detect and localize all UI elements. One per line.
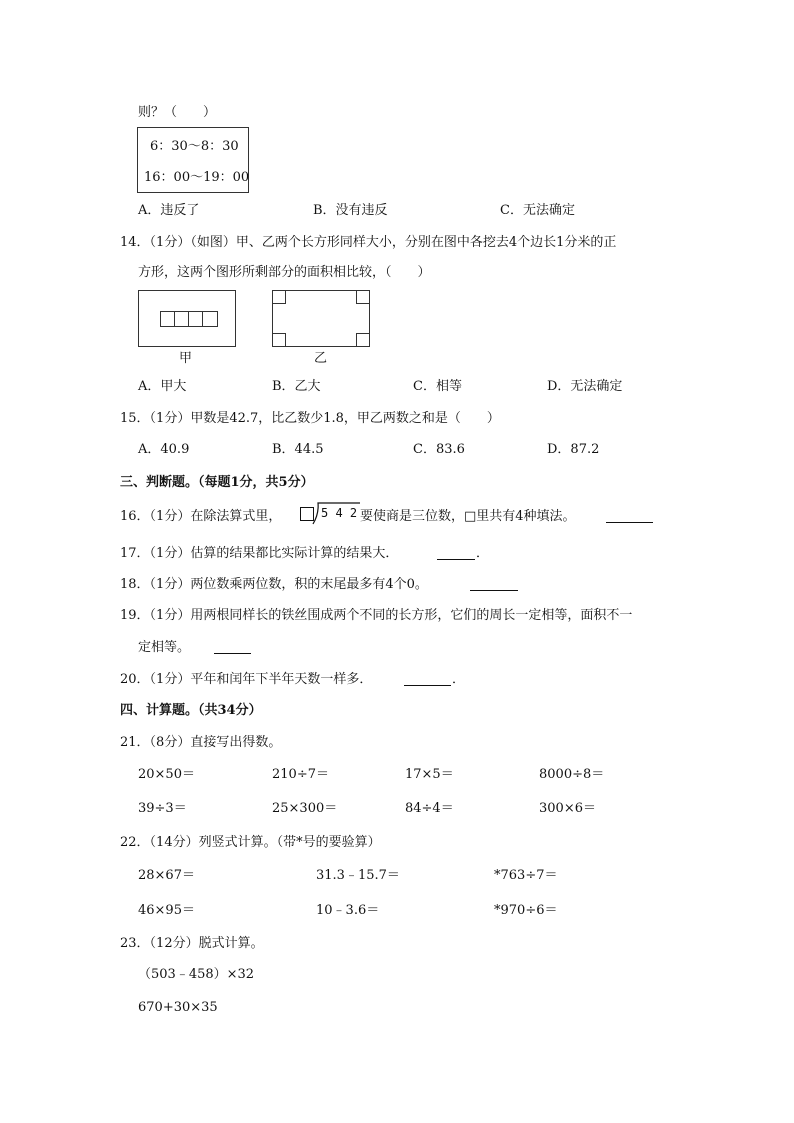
q20-end-mark: ． <box>452 672 466 687</box>
q15-option-a: A．40.9 <box>138 442 190 457</box>
q16-prefix: 16．（1分）在除法算式里， <box>120 509 282 524</box>
q13-option-c: C．无法确定 <box>500 203 575 218</box>
q14-label-yi: 乙 <box>314 351 328 366</box>
jia-cutout-square <box>202 311 218 327</box>
q21-item: 17×5＝ <box>405 767 454 782</box>
q17-end-mark: ． <box>476 546 490 561</box>
q14-figure-yi <box>272 290 370 347</box>
q22-item: 31.3﹣15.7＝ <box>316 868 400 883</box>
q14-line-1: 14．（1分）（如图）甲、乙两个长方形同样大小，分别在图中各挖去4个边长1分米的正 <box>120 235 617 250</box>
q15-option-d: D．87.2 <box>547 442 600 457</box>
q16-suffix: 要使商是三位数，□里共有4种填法。 <box>360 509 576 524</box>
q13-tail-text: 则？（ ） <box>138 105 217 120</box>
q14-figure-jia <box>138 290 236 347</box>
q13-time-box <box>137 127 249 193</box>
q16-dividend: 5 4 2 <box>321 506 358 520</box>
q21-item: 84÷4＝ <box>405 801 454 816</box>
yi-corner-square <box>272 333 286 347</box>
q19-line-2: 定相等。 <box>138 640 191 655</box>
q20-answer-blank[interactable] <box>404 675 451 686</box>
section-3-title: 三、判断题。（每题1分，共5分） <box>120 475 314 490</box>
q22-title: 22．（14分）列竖式计算。（带*号的要验算） <box>120 835 381 850</box>
q13-option-a: A．违反了 <box>138 203 200 218</box>
q22-item: 10﹣3.6＝ <box>316 903 380 918</box>
q21-item: 25×300＝ <box>272 801 338 816</box>
q14-line-2: 方形，这两个图形所剩部分的面积相比较，（ ） <box>138 265 431 280</box>
q21-item: 20×50＝ <box>138 767 195 782</box>
q19-line-1: 19．（1分）用两根同样长的铁丝围成两个不同的长方形，它们的周长一定相等，面积不一 <box>120 608 633 623</box>
q13-time-line-1: 6：30～8：30 <box>150 139 239 154</box>
q21-item: 39÷3＝ <box>138 801 187 816</box>
q18-answer-blank[interactable] <box>470 580 518 591</box>
q13-time-line-2: 16：00～19：00 <box>144 170 250 185</box>
q21-item: 300×6＝ <box>539 801 596 816</box>
q14-option-c: C．相等 <box>413 379 462 394</box>
q19-answer-blank[interactable] <box>214 643 251 654</box>
yi-corner-square <box>272 290 286 304</box>
q21-item: 8000÷8＝ <box>539 767 605 782</box>
q23-item: （503﹣458）×32 <box>138 967 255 982</box>
q23-title: 23．（12分）脱式计算。 <box>120 936 264 951</box>
q22-item: 28×67＝ <box>138 868 195 883</box>
q22-item: 46×95＝ <box>138 903 195 918</box>
q15-option-c: C．83.6 <box>413 442 465 457</box>
section-4-title: 四、计算题。（共34分） <box>120 703 262 718</box>
q14-option-b: B．乙大 <box>272 379 321 394</box>
q23-item: 670+30×35 <box>138 1000 218 1015</box>
q15-option-b: B．44.5 <box>272 442 324 457</box>
q17-answer-blank[interactable] <box>437 549 475 560</box>
yi-corner-square <box>356 290 370 304</box>
q22-item: *763÷7＝ <box>494 868 558 883</box>
q17-text: 17．（1分）估算的结果都比实际计算的结果大． <box>120 546 399 561</box>
q15-text: 15．（1分）甲数是42.7，比乙数少1.8，甲乙两数之和是（ ） <box>120 411 500 426</box>
q14-option-a: A．甲大 <box>138 379 187 394</box>
q21-title: 21．（8分）直接写出得数。 <box>120 735 282 750</box>
q13-option-b: B．没有违反 <box>313 203 388 218</box>
q16-answer-blank[interactable] <box>606 512 653 523</box>
q22-item: *970÷6＝ <box>494 903 558 918</box>
q21-item: 210÷7＝ <box>272 767 329 782</box>
q14-label-jia: 甲 <box>179 351 193 366</box>
q18-text: 18．（1分）两位数乘两位数，积的末尾最多有4个0。 <box>120 577 428 592</box>
q20-text: 20．（1分）平年和闰年下半年天数一样多． <box>120 672 373 687</box>
yi-corner-square <box>356 333 370 347</box>
q14-option-d: D．无法确定 <box>547 379 623 394</box>
